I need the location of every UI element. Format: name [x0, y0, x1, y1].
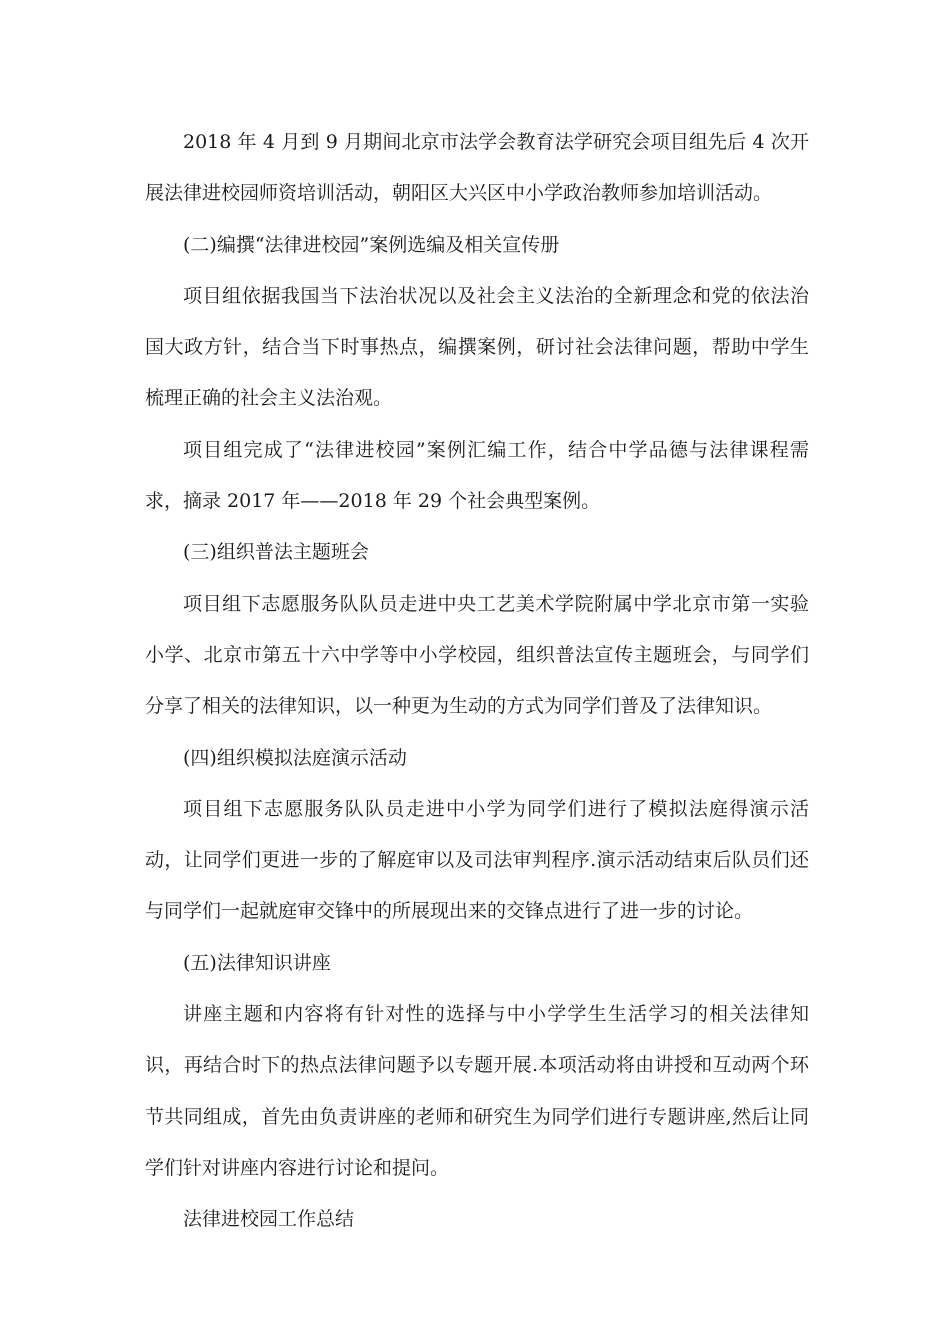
section-heading: (四)组织模拟法庭演示活动: [183, 746, 407, 769]
document-title: 法律进校园工作总结: [183, 1208, 355, 1231]
body-paragraph: 项目组完成了“法律进校园”案例汇编工作，结合中学品德与法律课程需求，摘录 2017 年——2018 年 29 个社会典型案例。: [145, 438, 809, 513]
body-paragraph: 项目组下志愿服务队队员走进中小学为同学们进行了模拟法庭得演示活动，让同学们更进一步的了解庭审以及司法审判程序.演示活动结束后队员们还与同学们一起就庭审交锋中的所展现出来的交锋点进行了进一步的讨论。: [145, 797, 809, 923]
section-heading: (二)编撰“法律进校园”案例选编及相关宣传册: [183, 233, 560, 256]
section-heading: (五)法律知识讲座: [183, 951, 331, 974]
body-paragraph: 项目组下志愿服务队队员走进中央工艺美术学院附属中学北京市第一实验小学、北京市第五十六中学等中小学校园，组织普法宣传主题班会，与同学们分享了相关的法律知识，以一种更为生动的方式为同学们普及了法律知识。: [145, 592, 809, 718]
section-heading: (三)组织普法主题班会: [183, 541, 369, 564]
body-paragraph: 项目组依据我国当下法治状况以及社会主义法治的全新理念和党的依法治国大政方针，结合当下时事热点，编撰案例，研讨社会法律问题，帮助中学生梳理正确的社会主义法治观。: [145, 284, 809, 410]
body-paragraph: 讲座主题和内容将有针对性的选择与中小学学生生活学习的相关法律知识，再结合时下的热点法律问题予以专题开展.本项活动将由讲授和互动两个环节共同组成，首先由负责讲座的老师和研究生为同学们进行专题讲座,然后让同学们针对讲座内容进行讨论和提问。: [145, 1003, 809, 1179]
body-paragraph: 2018 年 4 月到 9 月期间北京市法学会教育法学研究会项目组先后 4 次开展法律进校园师资培训活动，朝阳区大兴区中小学政治教师参加培训活动。: [145, 131, 809, 205]
document-body: [145, 117, 809, 1246]
